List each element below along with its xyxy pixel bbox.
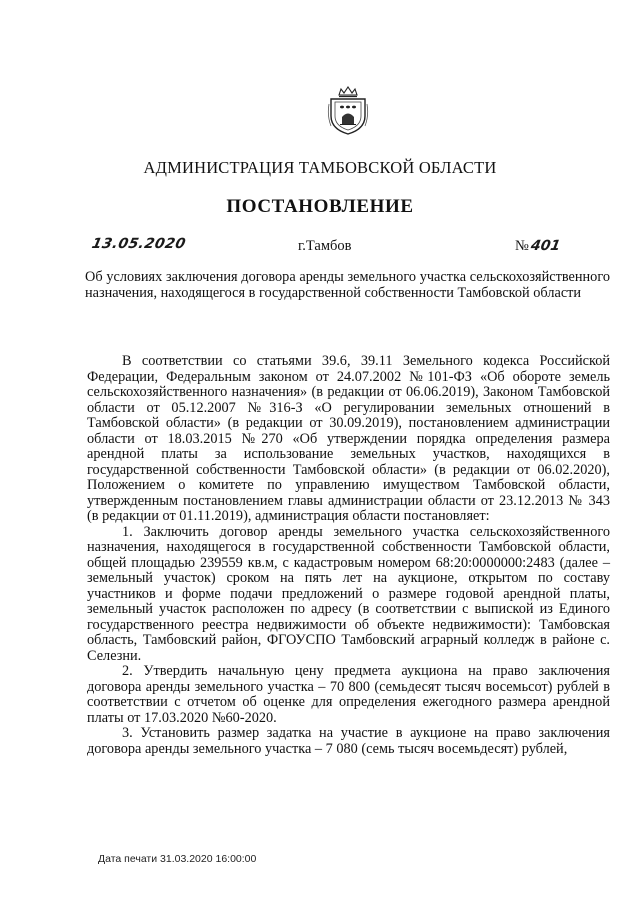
document-city: г.Тамбов bbox=[298, 238, 352, 254]
clause-paragraph: 2. Утвердить начальную цену предмета аукциона на право заключения договора аренды земельного участка – 70 800 (семьдесят тысяч восемьсот) рублей в соответствии с отчетом об оценке для определения ежегодного размера арендной платы от 17.03.2020 №60-2020. bbox=[87, 663, 610, 726]
document-subject: Об условиях заключения договора аренды земельного участка сельскохозяйственного назначения, находящегося в государственной собственности Тамбовской области bbox=[85, 269, 610, 301]
document-number bbox=[515, 238, 560, 255]
number-value: 401 bbox=[529, 238, 562, 254]
document-body bbox=[87, 354, 610, 757]
print-date-footer: Дата печати 31.03.2020 16:00:00 bbox=[98, 853, 257, 865]
number-prefix: № bbox=[515, 238, 529, 254]
preamble-paragraph: В соответствии со статьями 39.6, 39.11 Земельного кодекса Российской Федерации, Федеральным законом от 24.07.2002 №101-ФЗ «Об обороте земель сельскохозяйственного назначения» (в редакции от 06.06.2019), Законом Тамбовской области от 05.12.2007 №316-З «О регулировании земельных отношений в Тамбовской области» (в редакции от 30.09.2019), постановлением администрации области от 18.03.2015 №270 «Об утверждении порядка определения размера арендной платы за использование земельных участков, находящихся в государственной собственности Тамбовской области» (в редакции от 06.02.2020), Положением о комитете по управлению имуществом Тамбовской области, утвержденным постановлением главы администрации области от 23.12.2013 № 343 (в редакции от 01.11.2019), администрация области постановляет: bbox=[87, 353, 610, 524]
document-meta-row bbox=[0, 236, 640, 260]
document-date: 13.05.2020 bbox=[90, 236, 188, 252]
clause-paragraph: 1. Заключить договор аренды земельного участка сельскохозяйственного назначения, находящегося в государственной собственности Тамбовской области, общей площадью 239559 кв.м, с кадастровым номером 68:20:0000000:2483 (далее – земельный участок) сроком на пять лет на аукционе, открытом по составу участников и форме подачи предложений о размере годовой арендной платы, земельный участок расположен по адресу (в соответствии с выпиской из Единого государственного реестра недвижимости об объекте недвижимости): Тамбовская область, Тамбовский район, ФГОУСПО Тамбовский аграрный колледж в районе с. Селезни. bbox=[87, 523, 610, 664]
organization-title: АДМИНИСТРАЦИЯ ТАМБОВСКОЙ ОБЛАСТИ bbox=[143, 158, 497, 177]
tambov-coat-of-arms-icon bbox=[327, 86, 369, 136]
clause-paragraph: 3. Установить размер задатка на участие в аукционе на право заключения договора аренды земельного участка – 7 080 (семь тысяч восемьдесят) рублей, bbox=[87, 725, 610, 757]
document-type-title: ПОСТАНОВЛЕНИЕ bbox=[226, 196, 414, 217]
